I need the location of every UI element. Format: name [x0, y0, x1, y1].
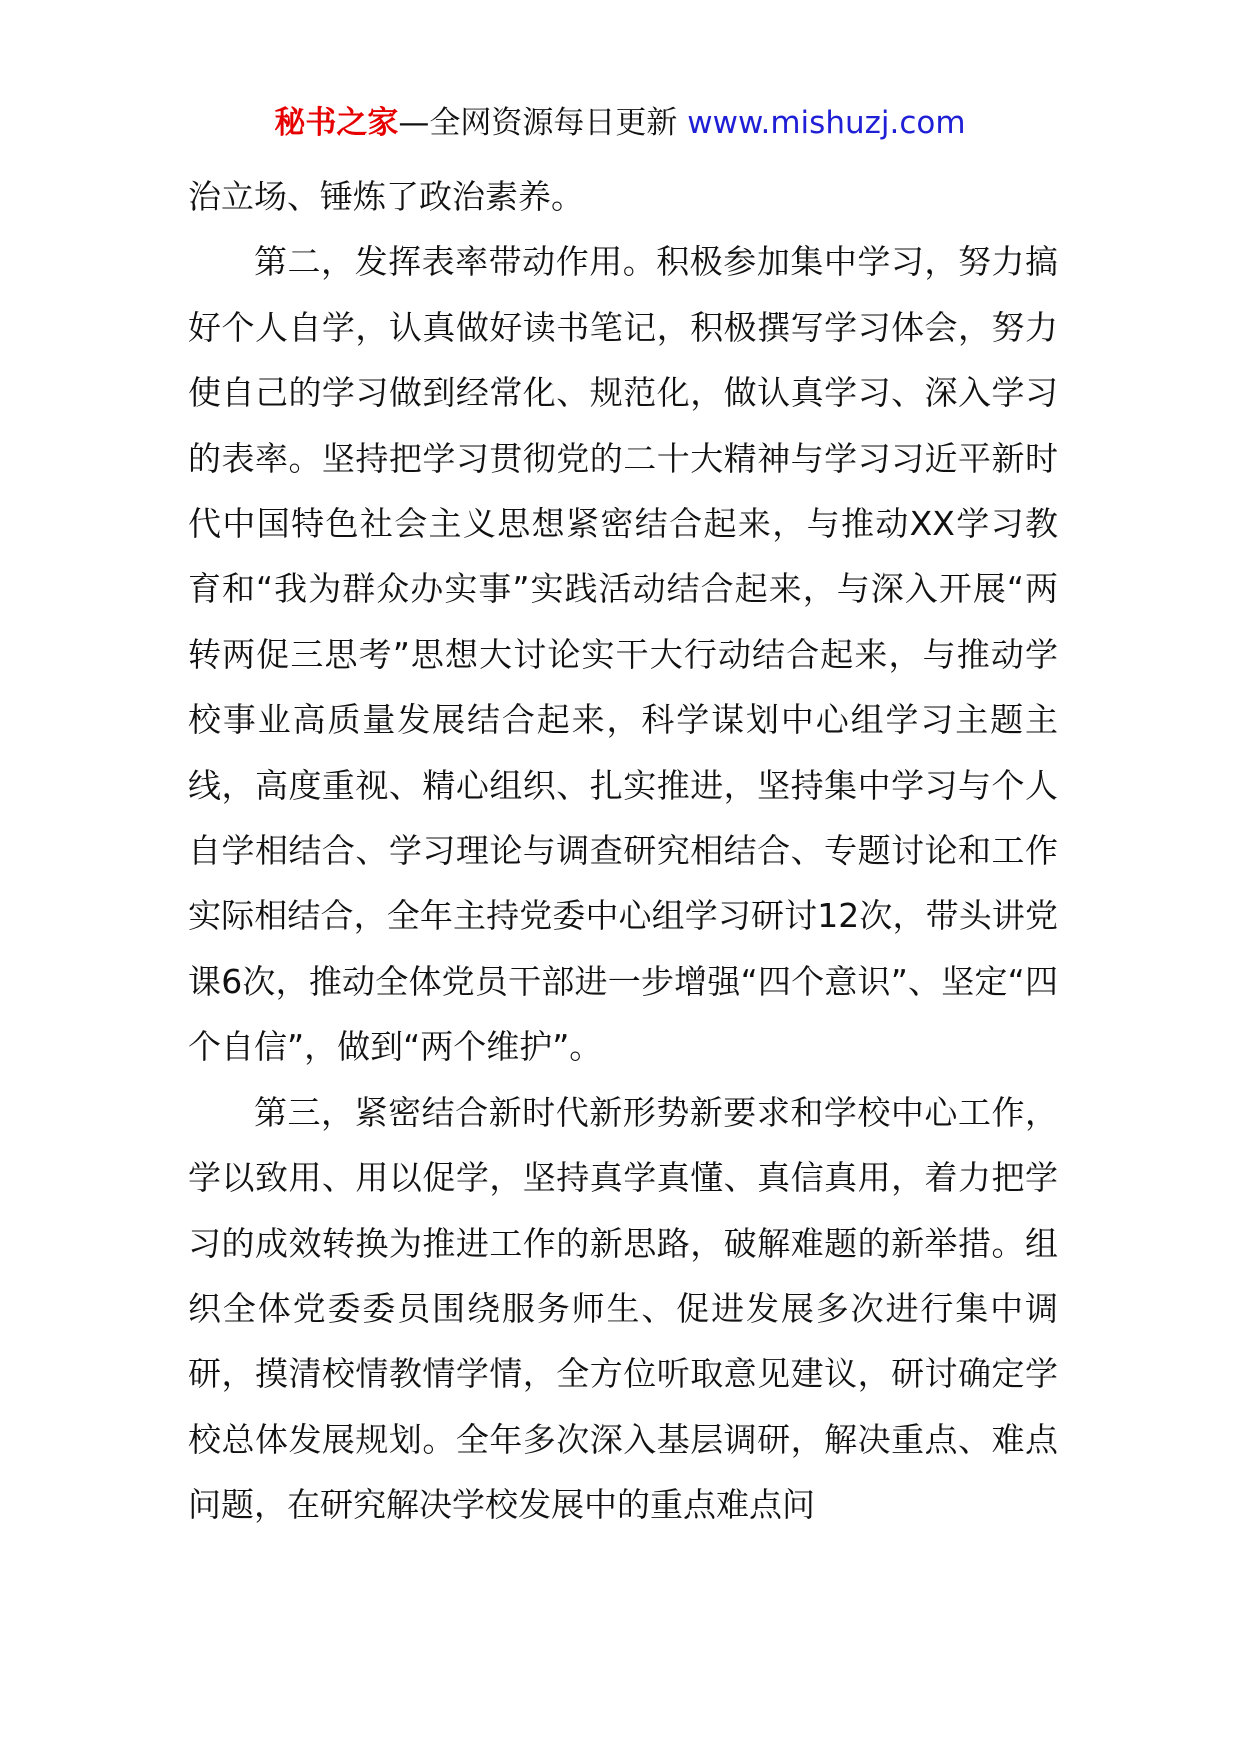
- paragraph-continuation: 治立场、锤炼了政治素养。: [188, 177, 584, 216]
- site-header: [0, 101, 1240, 145]
- paragraph-second-point: 第二，发挥表率带动作用。积极参加集中学习，努力搞好个人自学，认真做好读书笔记，积极撰写学习体会，努力使自己的学习做到经常化、规范化，做认真学习、深入学习的表率。坚持把学习贯彻党的二十大精神与学习习近平新时代中国特色社会主义思想紧密结合起来，与推动XX学习教育和“我为群众办实事”实践活动结合起来，与深入开展“两转两促三思考”思想大讨论实干大行动结合起来，与推动学校事业高质量发展结合起来，科学谋划中心组学习主题主线，高度重视、精心组织、扎实推进，坚持集中学习与个人自学相结合、学习理论与调查研究相结合、专题讨论和工作实际相结合，全年主持党委中心组学习研讨12次，带头讲党课6次，推动全体党员干部进一步增强“四个意识”、坚定“四个自信”，做到“两个维护”。: [188, 242, 1058, 1067]
- site-brand: 秘书之家: [274, 105, 399, 141]
- document-body: [188, 164, 1058, 1538]
- site-url-link[interactable]: www.mishuzj.com: [687, 105, 966, 141]
- site-slogan: —全网资源每日更新: [398, 105, 688, 141]
- paragraph-third-point: 第三，紧密结合新时代新形势新要求和学校中心工作，学以致用、用以促学，坚持真学真懂、真信真用，着力把学习的成效转换为推进工作的新思路，破解难题的新举措。组织全体党委委员围绕服务师生、促进发展多次进行集中调研，摸清校情教情学情，全方位听取意见建议，研讨确定学校总体发展规划。全年多次深入基层调研，解决重点、难点问题，在研究解决学校发展中的重点难点问: [188, 1092, 1058, 1525]
